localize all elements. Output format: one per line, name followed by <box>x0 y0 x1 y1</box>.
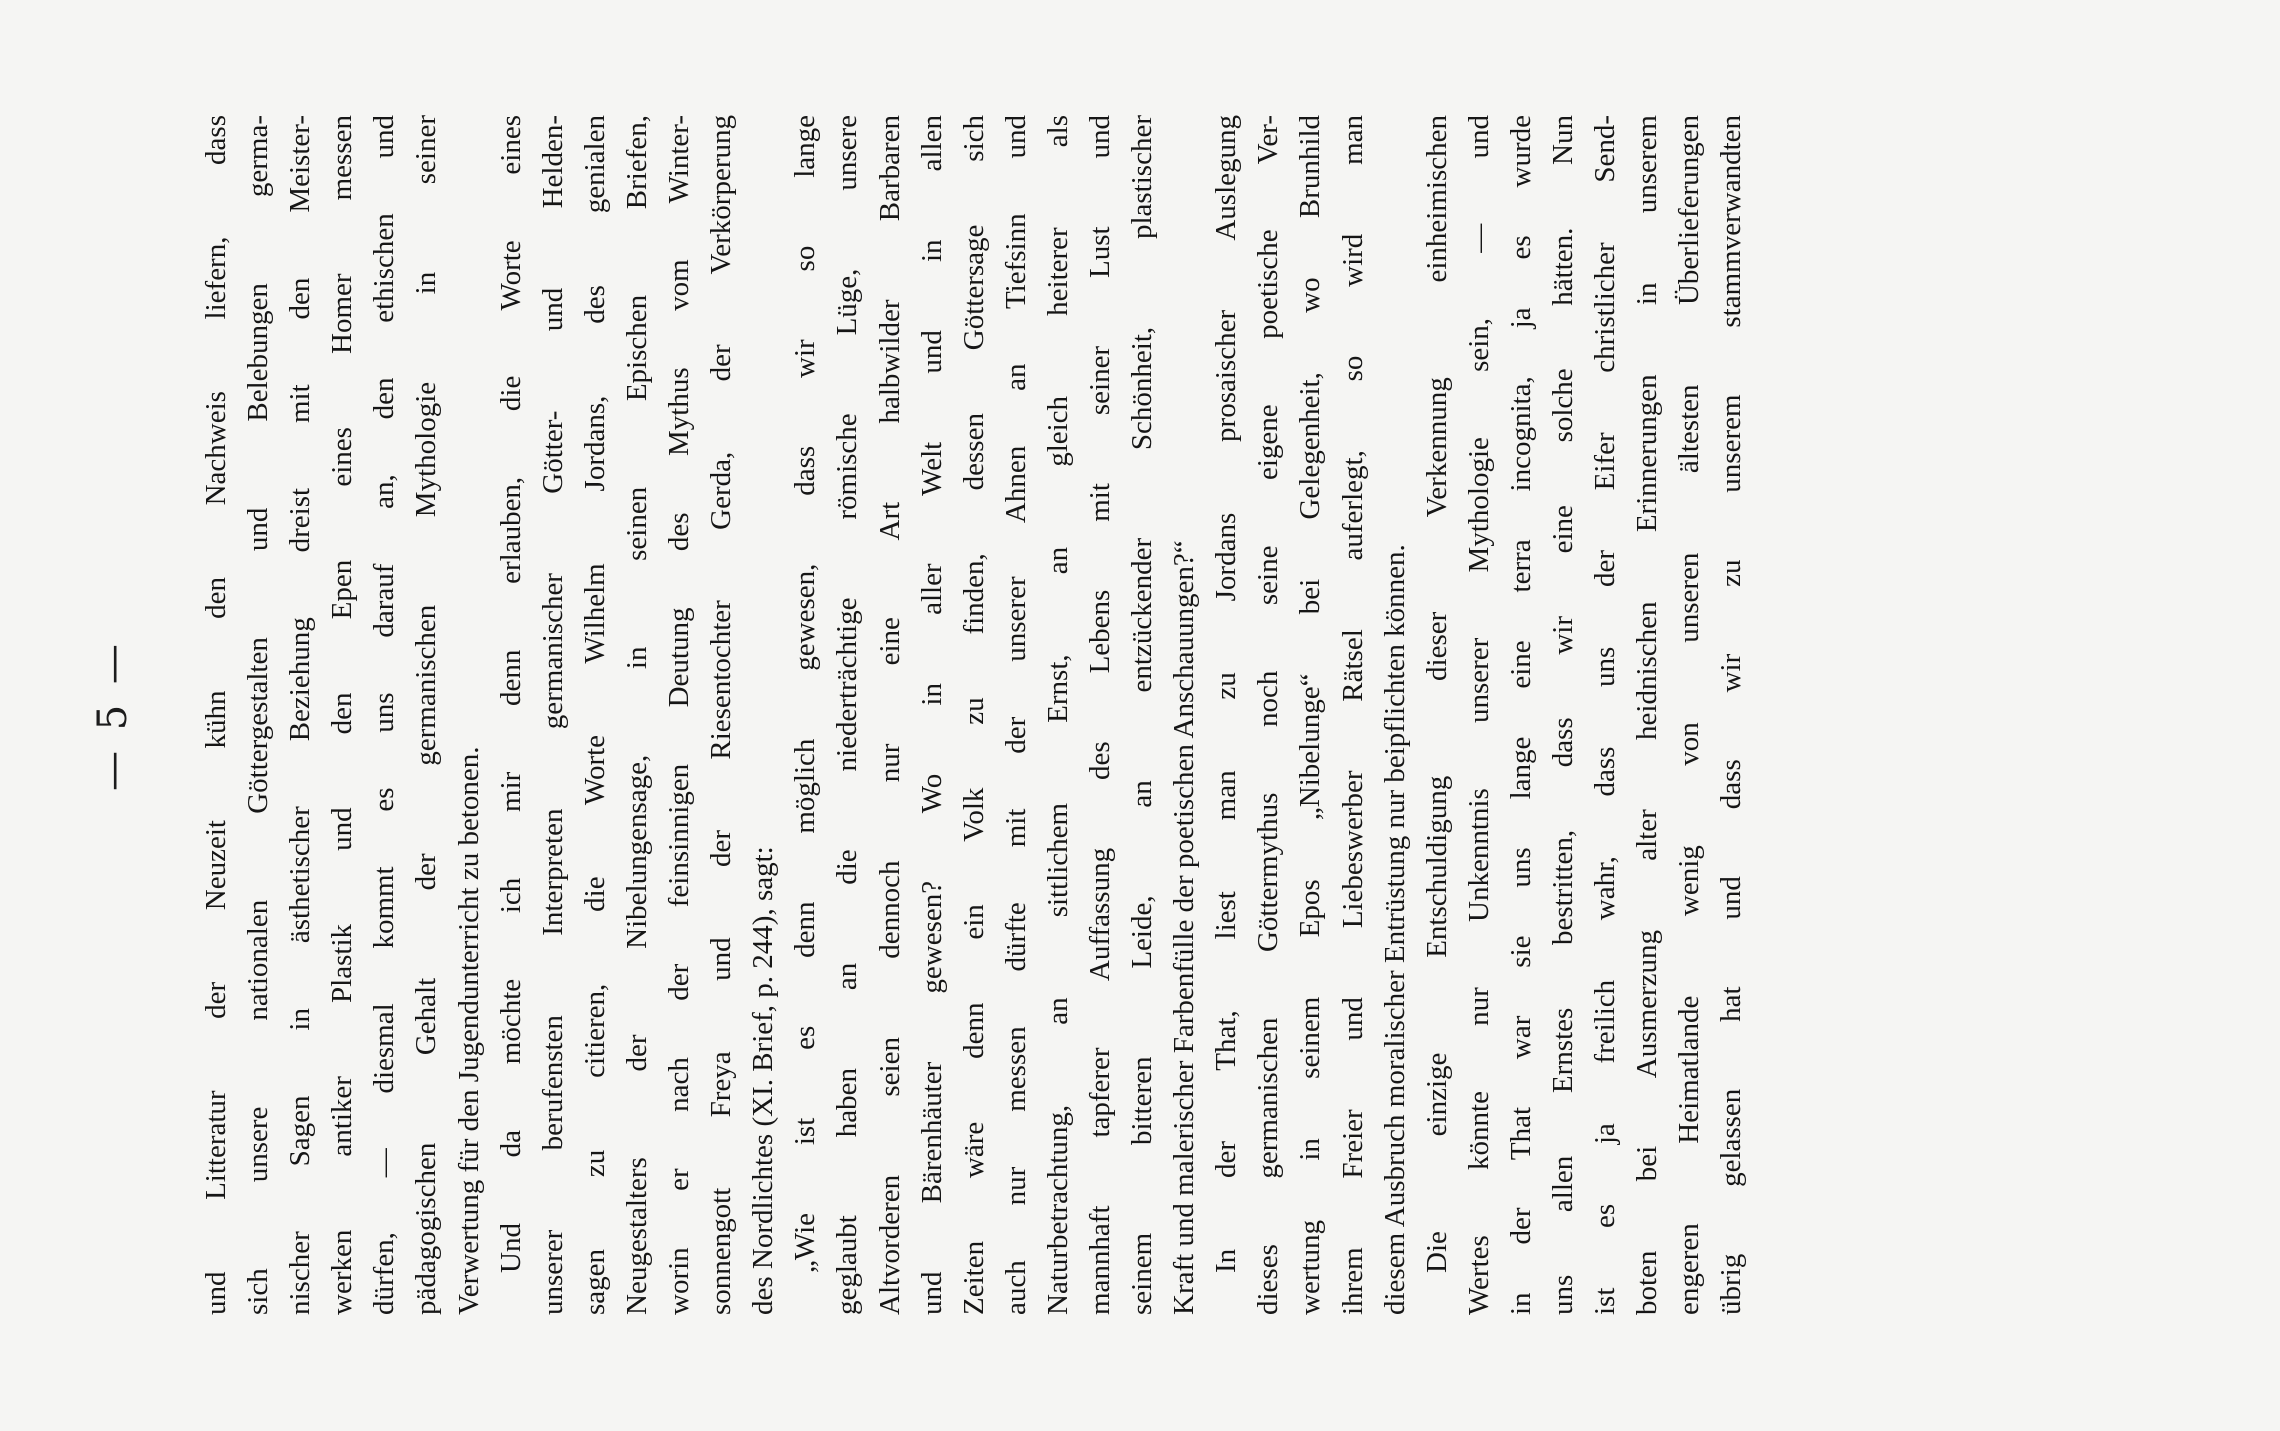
page-number: — 5 — <box>90 640 136 791</box>
body-text <box>195 115 1752 1315</box>
text-line: übrig gelassen hat und dass wir zu unserem stammverwandten <box>1715 115 1748 1315</box>
text-line: dürfen, — diesmal kommt es uns darauf an, den ethischen und <box>368 115 401 1315</box>
text-line: sonnengott Freya und der Riesentochter Gerda, der Verkörperung <box>705 115 738 1315</box>
text-line: seinem bitteren Leide, an entzückender Schönheit, plastischer <box>1126 115 1159 1315</box>
text-line: Altvorderen seien dennoch nur eine Art halbwilder Barbaren <box>873 115 906 1315</box>
text-line: und Litteratur der Neuzeit kühn den Nachweis liefern, dass <box>200 115 232 1315</box>
text-line: Verwertung für den Jugendunterricht zu betonen. <box>452 746 485 1315</box>
text-line: und Bärenhäuter gewesen? Wo in aller Welt und in allen <box>915 115 948 1315</box>
text-line: diesem Ausbruch moralischer Entrüstung nur beipflichten können. <box>1378 544 1411 1315</box>
text-line: engeren Heimatlande wenig von unseren ältesten Überlieferungen <box>1673 115 1706 1315</box>
text-line: In der That, liest man zu Jordans prosaischer Auslegung <box>1210 115 1243 1273</box>
text-line: unserer berufensten Interpreten germanischer Götter- und Helden- <box>536 115 569 1315</box>
text-line: Und da möchte ich mir denn erlauben, die Worte eines <box>494 115 527 1273</box>
text-line: pädagogischen Gehalt der germanischen Mythologie in seiner <box>410 115 443 1315</box>
text-line: sich unsere nationalen Göttergestalten und Belebungen germa- <box>242 115 275 1315</box>
text-line: Die einzige Entschuldigung dieser Verkennung einheimischen <box>1420 115 1453 1273</box>
text-line: uns allen Ernstes bestritten, dass wir eine solche hätten. Nun <box>1547 115 1579 1315</box>
text-line: Wertes könnte nur Unkenntnis unserer Mythologie sein, — und <box>1462 115 1495 1315</box>
text-line: werken antiker Plastik und den Epen eines Homer messen <box>326 115 359 1315</box>
text-line: auch nur messen dürfte mit der unserer Ahnen an Tiefsinn und <box>999 115 1032 1315</box>
text-line: geglaubt haben an die niederträchtige römische Lüge, unsere <box>831 115 864 1315</box>
text-line: ist es ja freilich wahr, dass uns der Eifer christlicher Send- <box>1589 115 1622 1315</box>
text-line: worin er nach der feinsinnigen Deutung des Mythus vom Winter- <box>663 115 696 1315</box>
text-line: boten bei Ausmerzung alter heidnischen Erinnerungen in unserem <box>1631 115 1664 1315</box>
text-line: wertung in seinem Epos „Nibelunge“ bei Gelegenheit, wo Brunhild <box>1294 115 1327 1315</box>
text-line: dieses germanischen Göttermythus noch seine eigene poetische Ver- <box>1252 115 1285 1315</box>
text-line: Kraft und malerischer Farbenfülle der poetischen Anschauungen?“ <box>1168 540 1201 1315</box>
text-line: „Wie ist es denn möglich gewesen, dass wir so lange <box>789 115 822 1273</box>
text-line: Zeiten wäre denn ein Volk zu finden, dessen Göttersage sich <box>957 115 990 1315</box>
text-line: Neugestalters der Nibelungensage, in seinen Epischen Briefen, <box>620 115 653 1315</box>
text-line: ihrem Freier und Liebeswerber Rätsel auferlegt, so wird man <box>1336 115 1369 1315</box>
text-line: Naturbetrachtung, an sittlichem Ernst, an gleich heiterer als <box>1041 115 1074 1315</box>
text-line: sagen zu citieren, die Worte Wilhelm Jordans, des genialen <box>578 115 611 1315</box>
text-line: in der That war sie uns lange eine terra incognita, ja es wurde <box>1504 115 1537 1315</box>
text-line: mannhaft tapferer Auffassung des Lebens mit seiner Lust und <box>1083 115 1116 1315</box>
text-line: des Nordlichtes (XI. Brief, p. 244), sagt: <box>747 846 780 1315</box>
text-line: nischer Sagen in ästhetischer Beziehung dreist mit den Meister- <box>284 115 317 1315</box>
